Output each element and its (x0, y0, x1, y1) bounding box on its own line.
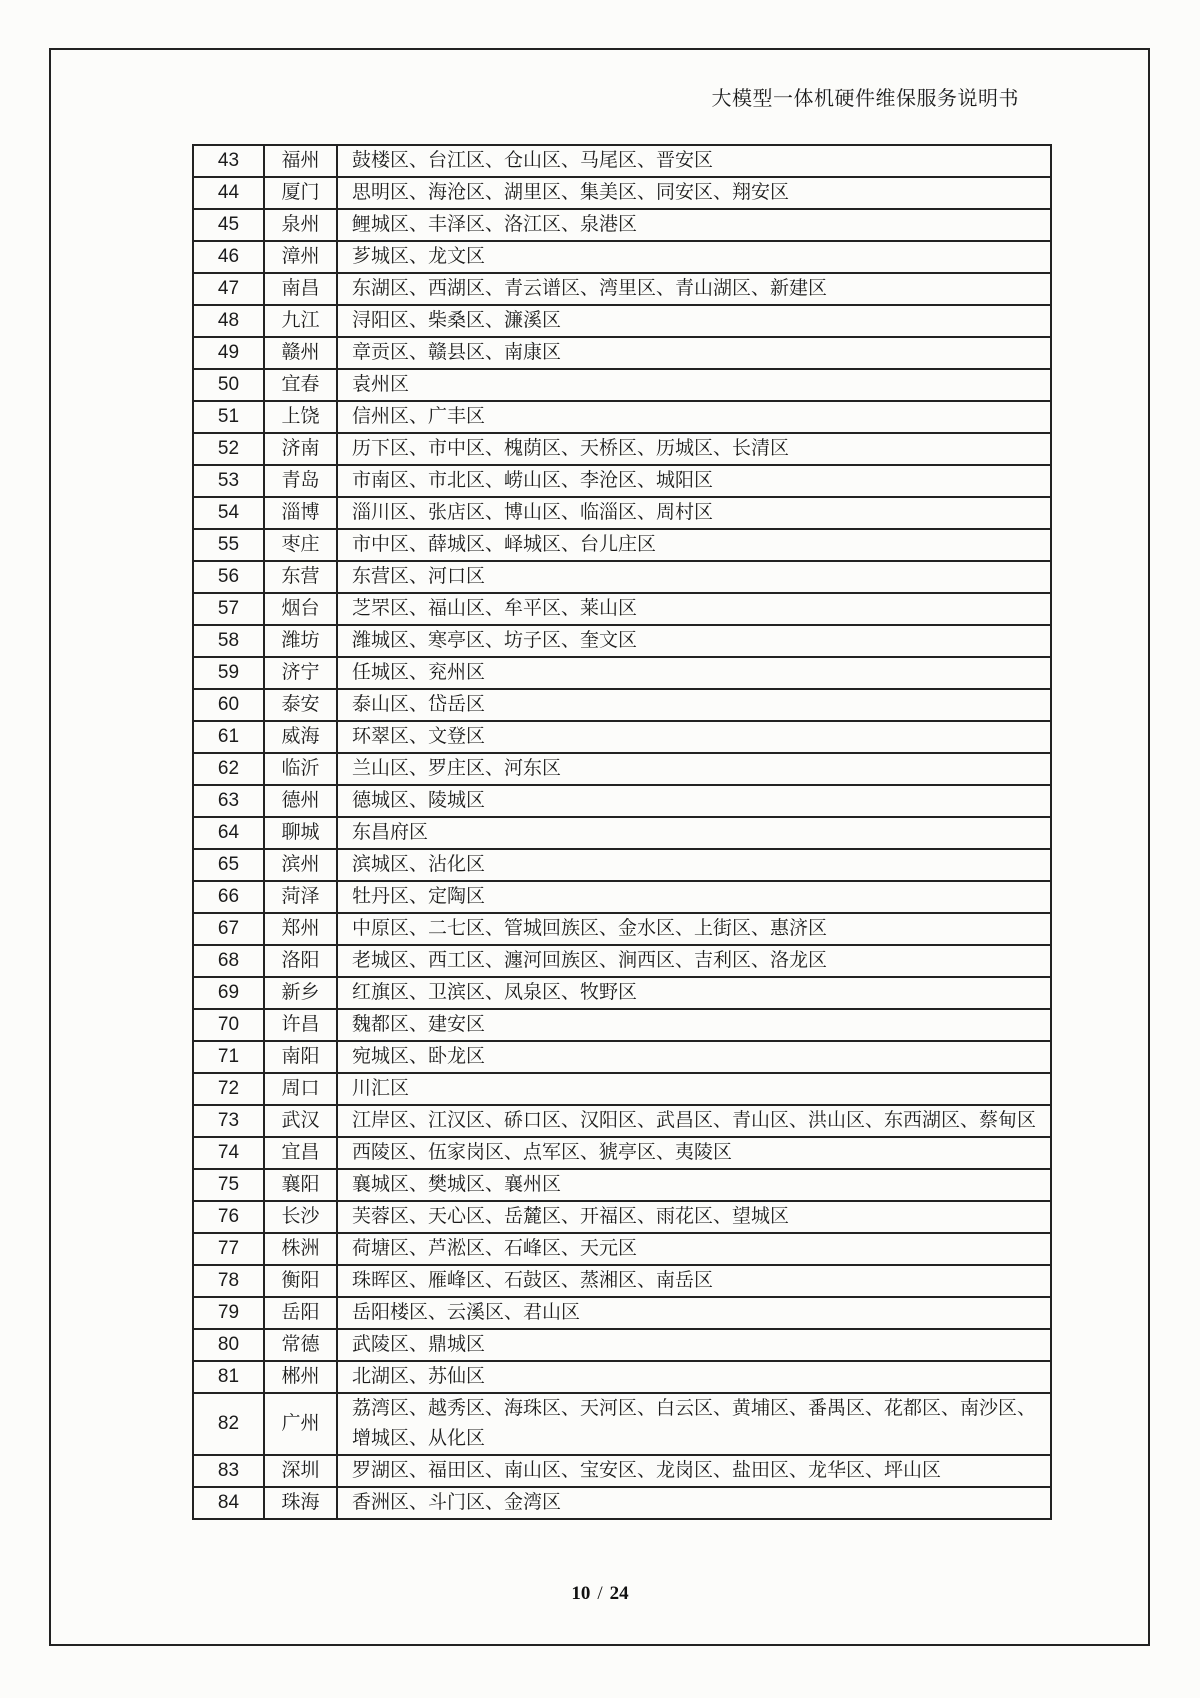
district-list: 芙蓉区、天心区、岳麓区、开福区、雨花区、望城区 (337, 1201, 1051, 1233)
district-list: 环翠区、文登区 (337, 721, 1051, 753)
table-row (193, 721, 1051, 753)
row-number: 59 (193, 657, 264, 689)
row-number: 75 (193, 1169, 264, 1201)
city-name: 济南 (264, 433, 337, 465)
page-total: 24 (609, 1583, 629, 1604)
table-row (193, 1455, 1051, 1487)
district-list: 袁州区 (337, 369, 1051, 401)
table-row (193, 145, 1051, 177)
table-row (193, 1169, 1051, 1201)
table-row (193, 1265, 1051, 1297)
row-number: 80 (193, 1329, 264, 1361)
row-number: 46 (193, 241, 264, 273)
row-number: 81 (193, 1361, 264, 1393)
district-list: 淄川区、张店区、博山区、临淄区、周村区 (337, 497, 1051, 529)
table-row (193, 561, 1051, 593)
district-list: 芝罘区、福山区、牟平区、莱山区 (337, 593, 1051, 625)
table-row (193, 913, 1051, 945)
district-list: 襄城区、樊城区、襄州区 (337, 1169, 1051, 1201)
row-number: 58 (193, 625, 264, 657)
district-list: 信州区、广丰区 (337, 401, 1051, 433)
district-list: 浔阳区、柴桑区、濂溪区 (337, 305, 1051, 337)
row-number: 77 (193, 1233, 264, 1265)
table-row (193, 625, 1051, 657)
table-row (193, 1487, 1051, 1519)
city-name: 九江 (264, 305, 337, 337)
table-row (193, 305, 1051, 337)
row-number: 52 (193, 433, 264, 465)
table-row (193, 945, 1051, 977)
district-list: 市中区、薛城区、峄城区、台儿庄区 (337, 529, 1051, 561)
row-number: 64 (193, 817, 264, 849)
city-name: 岳阳 (264, 1297, 337, 1329)
district-list: 市南区、市北区、崂山区、李沧区、城阳区 (337, 465, 1051, 497)
row-number: 69 (193, 977, 264, 1009)
city-name: 青岛 (264, 465, 337, 497)
row-number: 79 (193, 1297, 264, 1329)
city-name: 宜春 (264, 369, 337, 401)
document-header-title: 大模型一体机硬件维保服务说明书 (711, 88, 1019, 110)
district-list: 武陵区、鼎城区 (337, 1329, 1051, 1361)
district-list: 鲤城区、丰泽区、洛江区、泉港区 (337, 209, 1051, 241)
row-number: 74 (193, 1137, 264, 1169)
row-number: 50 (193, 369, 264, 401)
district-list: 荷塘区、芦淞区、石峰区、天元区 (337, 1233, 1051, 1265)
table-row (193, 337, 1051, 369)
district-list: 芗城区、龙文区 (337, 241, 1051, 273)
city-name: 珠海 (264, 1487, 337, 1519)
city-name: 漳州 (264, 241, 337, 273)
district-list: 东湖区、西湖区、青云谱区、湾里区、青山湖区、新建区 (337, 273, 1051, 305)
city-name: 枣庄 (264, 529, 337, 561)
row-number: 53 (193, 465, 264, 497)
city-name: 郴州 (264, 1361, 337, 1393)
row-number: 48 (193, 305, 264, 337)
table-row (193, 1073, 1051, 1105)
table-row (193, 849, 1051, 881)
row-number: 49 (193, 337, 264, 369)
city-name: 广州 (264, 1393, 337, 1455)
row-number: 66 (193, 881, 264, 913)
district-list: 江岸区、江汉区、硚口区、汉阳区、武昌区、青山区、洪山区、东西湖区、蔡甸区 (337, 1105, 1051, 1137)
table-row (193, 465, 1051, 497)
table-row (193, 1233, 1051, 1265)
district-list: 章贡区、赣县区、南康区 (337, 337, 1051, 369)
table-row (193, 529, 1051, 561)
city-name: 潍坊 (264, 625, 337, 657)
table-row (193, 977, 1051, 1009)
district-list: 东营区、河口区 (337, 561, 1051, 593)
city-name: 福州 (264, 145, 337, 177)
table-row (193, 753, 1051, 785)
row-number: 72 (193, 1073, 264, 1105)
district-list: 北湖区、苏仙区 (337, 1361, 1051, 1393)
table-row (193, 689, 1051, 721)
district-list: 潍城区、寒亭区、坊子区、奎文区 (337, 625, 1051, 657)
city-name: 济宁 (264, 657, 337, 689)
district-list: 思明区、海沧区、湖里区、集美区、同安区、翔安区 (337, 177, 1051, 209)
city-name: 宜昌 (264, 1137, 337, 1169)
district-list: 香洲区、斗门区、金湾区 (337, 1487, 1051, 1519)
city-name: 烟台 (264, 593, 337, 625)
row-number: 78 (193, 1265, 264, 1297)
row-number: 57 (193, 593, 264, 625)
table-row (193, 209, 1051, 241)
row-number: 71 (193, 1041, 264, 1073)
table-row (193, 1009, 1051, 1041)
district-list: 岳阳楼区、云溪区、君山区 (337, 1297, 1051, 1329)
city-table-body (193, 145, 1051, 1519)
page-separator: / (597, 1583, 603, 1604)
city-name: 衡阳 (264, 1265, 337, 1297)
district-list: 罗湖区、福田区、南山区、宝安区、龙岗区、盐田区、龙华区、坪山区 (337, 1455, 1051, 1487)
row-number: 47 (193, 273, 264, 305)
table-row (193, 433, 1051, 465)
row-number: 84 (193, 1487, 264, 1519)
city-name: 周口 (264, 1073, 337, 1105)
city-name: 上饶 (264, 401, 337, 433)
city-name: 深圳 (264, 1455, 337, 1487)
city-name: 威海 (264, 721, 337, 753)
row-number: 70 (193, 1009, 264, 1041)
city-name: 南阳 (264, 1041, 337, 1073)
city-name: 南昌 (264, 273, 337, 305)
district-list: 红旗区、卫滨区、凤泉区、牧野区 (337, 977, 1051, 1009)
row-number: 68 (193, 945, 264, 977)
table-row (193, 1201, 1051, 1233)
row-number: 73 (193, 1105, 264, 1137)
table-row (193, 369, 1051, 401)
city-district-table (192, 144, 1052, 1520)
city-name: 临沂 (264, 753, 337, 785)
row-number: 60 (193, 689, 264, 721)
table-row (193, 657, 1051, 689)
city-name: 德州 (264, 785, 337, 817)
table-row (193, 1329, 1051, 1361)
city-name: 聊城 (264, 817, 337, 849)
city-name: 东营 (264, 561, 337, 593)
row-number: 56 (193, 561, 264, 593)
district-list: 泰山区、岱岳区 (337, 689, 1051, 721)
district-list: 中原区、二七区、管城回族区、金水区、上街区、惠济区 (337, 913, 1051, 945)
page-footer (0, 1583, 1200, 1605)
table-row (193, 1137, 1051, 1169)
row-number: 82 (193, 1393, 264, 1455)
table-row (193, 881, 1051, 913)
district-list: 滨城区、沾化区 (337, 849, 1051, 881)
page-number: 10 (571, 1583, 591, 1604)
table-row (193, 1041, 1051, 1073)
table-row (193, 1297, 1051, 1329)
city-name: 郑州 (264, 913, 337, 945)
table-row (193, 1105, 1051, 1137)
table-row (193, 177, 1051, 209)
table-row (193, 401, 1051, 433)
row-number: 65 (193, 849, 264, 881)
city-name: 赣州 (264, 337, 337, 369)
city-name: 泉州 (264, 209, 337, 241)
row-number: 54 (193, 497, 264, 529)
table-row (193, 593, 1051, 625)
district-list: 川汇区 (337, 1073, 1051, 1105)
row-number: 55 (193, 529, 264, 561)
row-number: 83 (193, 1455, 264, 1487)
district-list: 兰山区、罗庄区、河东区 (337, 753, 1051, 785)
city-name: 洛阳 (264, 945, 337, 977)
district-list: 荔湾区、越秀区、海珠区、天河区、白云区、黄埔区、番禺区、花都区、南沙区、增城区、从化区 (337, 1393, 1051, 1455)
district-list: 老城区、西工区、瀍河回族区、涧西区、吉利区、洛龙区 (337, 945, 1051, 977)
district-list: 历下区、市中区、槐荫区、天桥区、历城区、长清区 (337, 433, 1051, 465)
district-list: 鼓楼区、台江区、仓山区、马尾区、晋安区 (337, 145, 1051, 177)
city-name: 许昌 (264, 1009, 337, 1041)
district-list: 西陵区、伍家岗区、点军区、猇亭区、夷陵区 (337, 1137, 1051, 1169)
row-number: 45 (193, 209, 264, 241)
city-name: 长沙 (264, 1201, 337, 1233)
city-name: 厦门 (264, 177, 337, 209)
table-row (193, 273, 1051, 305)
row-number: 76 (193, 1201, 264, 1233)
table-row (193, 1393, 1051, 1455)
table-row (193, 497, 1051, 529)
district-list: 珠晖区、雁峰区、石鼓区、蒸湘区、南岳区 (337, 1265, 1051, 1297)
city-name: 菏泽 (264, 881, 337, 913)
city-name: 襄阳 (264, 1169, 337, 1201)
table-row (193, 817, 1051, 849)
district-list: 牡丹区、定陶区 (337, 881, 1051, 913)
city-name: 泰安 (264, 689, 337, 721)
district-list: 任城区、兖州区 (337, 657, 1051, 689)
row-number: 62 (193, 753, 264, 785)
city-name: 常德 (264, 1329, 337, 1361)
city-name: 武汉 (264, 1105, 337, 1137)
table-row (193, 1361, 1051, 1393)
row-number: 63 (193, 785, 264, 817)
district-list: 东昌府区 (337, 817, 1051, 849)
row-number: 43 (193, 145, 264, 177)
row-number: 67 (193, 913, 264, 945)
table-row (193, 785, 1051, 817)
row-number: 61 (193, 721, 264, 753)
district-list: 宛城区、卧龙区 (337, 1041, 1051, 1073)
district-list: 德城区、陵城区 (337, 785, 1051, 817)
row-number: 51 (193, 401, 264, 433)
city-name: 淄博 (264, 497, 337, 529)
city-name: 新乡 (264, 977, 337, 1009)
district-list: 魏都区、建安区 (337, 1009, 1051, 1041)
row-number: 44 (193, 177, 264, 209)
city-name: 滨州 (264, 849, 337, 881)
table-row (193, 241, 1051, 273)
city-name: 株洲 (264, 1233, 337, 1265)
